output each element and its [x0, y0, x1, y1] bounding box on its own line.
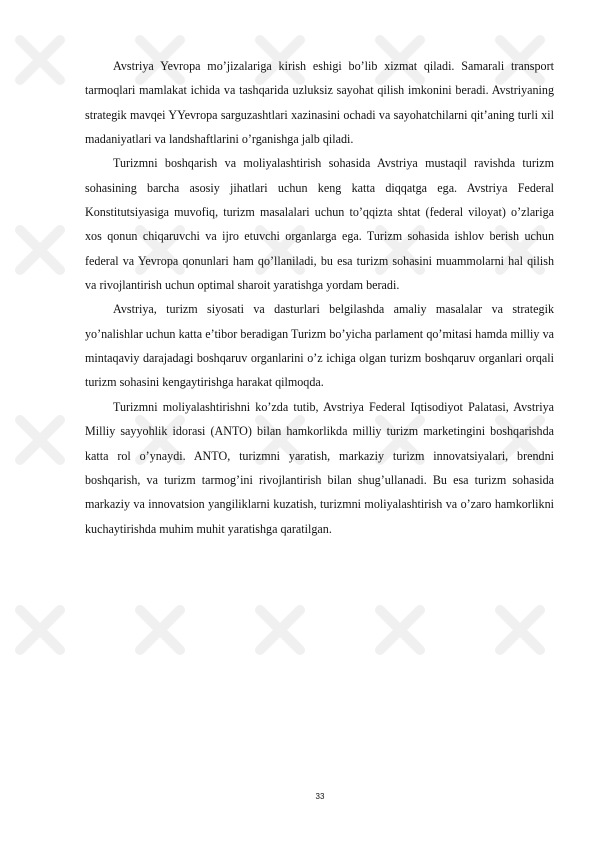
document-body [85, 54, 554, 541]
paragraph-3: Avstriya, turizm siyosati va dasturlari belgilashda amaliy masalalar va strategik yo’nalishlar uchun katta e’tibor beradigan Turizm bo’yicha parlament qo’mitasi hamda milliy va mintaqaviy darajadagi boshqaruv organlarini o’z ichiga olgan turizm boshqaruv organlari orqali turizm sohasini kengaytirishga harakat qilmoqda. [85, 302, 554, 390]
paragraph-2: Turizmni boshqarish va moliyalashtirish sohasida Avstriya mustaqil ravishda turizm sohasining barcha asosiy jihatlari uchun keng katta diqqatga ega. Avstriya Federal Konstitutsiyasiga muvofiq, turizm masalalari uchun to’qqizta shtat (federal viloyat) o’zlariga xos qonun chiqaruvchi va ijro etuvchi organlarga ega. Turizm sohasida ishlov berish uchun federal va Yevropa qonunlari ham qo’llaniladi, bu esa turizm sohasini muammolarni hal qilish va rivojlantirish uchun optimal sharoit yaratishga yordam beradi. [85, 156, 554, 293]
paragraph-4: Turizmni moliyalashtirishni ko’zda tutib, Avstriya Federal Iqtisodiyot Palatasi, Avstriya Milliy sayyohlik idorasi (ANTO) bilan hamkorlikda milliy turizm marketingini boshqarishda katta rol o’ynaydi. ANTO, turizmni yaratish, markaziy turizm innovatsiyalari, brendni boshqarish, va turizm tarmog’ini rivojlantirish bilan shug’ullanadi. Bu esa turizm sohasida markaziy va innovatsion yangiliklarni kuzatish, turizmni moliyalashtirish va o’zaro hamkorlikni kuchaytirishda muhim muhit yaratishga qaratilgan. [85, 399, 554, 536]
paragraph-1: Avstriya Yevropa mo’jizalariga kirish eshigi bo’lib xizmat qiladi. Samarali transport tarmoqlari mamlakat ichida va tashqarida uzluksiz sayohat qilish imkonini beradi. Avstriyaning strategik mavqei YYevropa sarguzashtlari xazinasini ochadi va sayohatchilarni qit’aning turli xil madaniyatlari va landshaftlarini o’rganishga jalb qiladi. [85, 59, 554, 147]
page-number: 33 [315, 792, 325, 801]
